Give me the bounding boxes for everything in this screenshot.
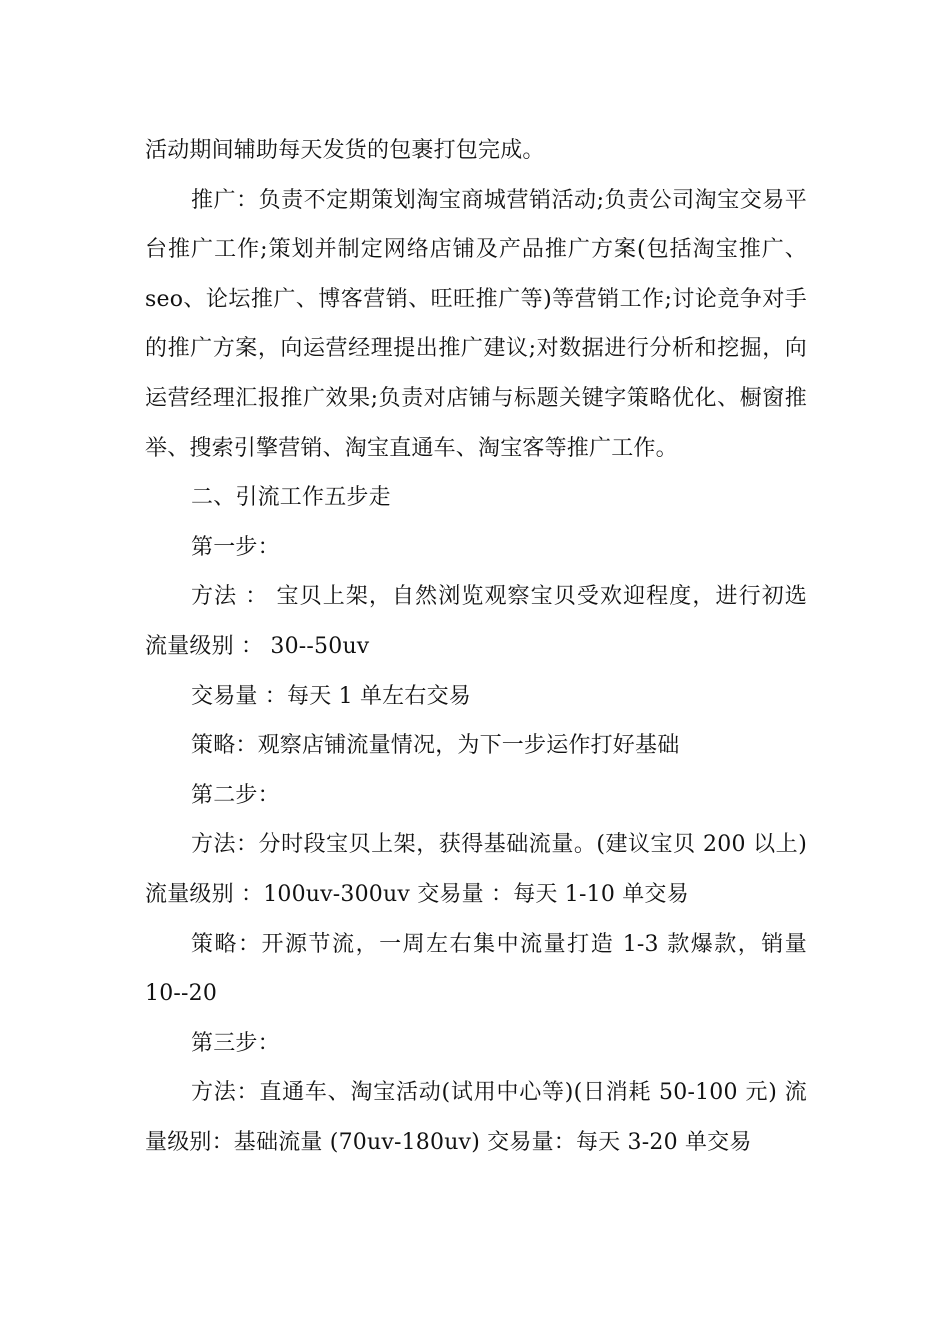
paragraph: 策略：观察店铺流量情况，为下一步运作打好基础 bbox=[191, 733, 680, 759]
step-heading: 第一步： bbox=[191, 534, 280, 560]
section-heading: 二、引流工作五步走 bbox=[191, 485, 391, 511]
step-heading: 第二步： bbox=[191, 782, 280, 808]
paragraph: 方法 ： 宝贝上架，自然浏览观察宝贝受欢迎程度，进行初选 流量级别 ： 30--50uv bbox=[145, 584, 807, 659]
paragraph: 交易量 ：每天 1 单左右交易 bbox=[191, 683, 471, 709]
paragraph: 策略：开源节流，一周左右集中流量打造 1-3 款爆款，销量 10--20 bbox=[145, 931, 807, 1007]
paragraph: 方法：分时段宝贝上架，获得基础流量。(建议宝贝 200 以上) 流量级别 ：100uv-300uv 交易量 ：每天 1-10 单交易 bbox=[145, 832, 807, 907]
step-heading: 第三步： bbox=[191, 1030, 280, 1056]
paragraph: 方法：直通车、淘宝活动(试用中心等)(日消耗 50-100 元) 流量级别：基础流量 (70uv-180uv) 交易量：每天 3-20 单交易 bbox=[145, 1080, 807, 1155]
paragraph: 活动期间辅助每天发货的包裹打包完成。 bbox=[145, 138, 545, 163]
document-body bbox=[145, 126, 807, 1167]
paragraph: 推广：负责不定期策划淘宝商城营销活动;负责公司淘宝交易平台推广工作;策划并制定网络店铺及产品推广方案(包括淘宝推广、seo、论坛推广、博客营销、旺旺推广等)等营销工作;讨论竞争对手的推广方案，向运营经理提出推广建议;对数据进行分析和挖掘，向运营经理汇报推广效果;负责对店铺与标题关键字策略优化、橱窗推举、搜索引擎营销、淘宝直通车、淘宝客等推广工作。 bbox=[145, 187, 807, 461]
